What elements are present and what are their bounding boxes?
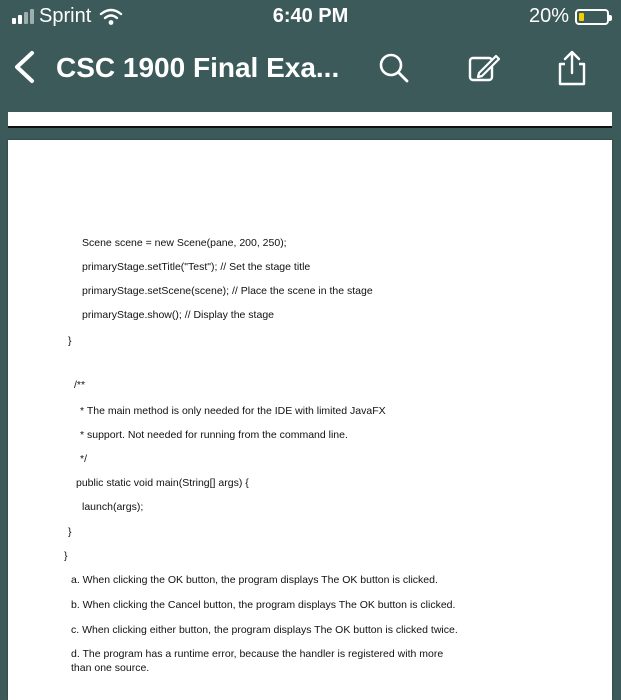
code-line: primaryStage.setScene(scene); // Place the scene in the stage <box>82 285 373 297</box>
code-line: primaryStage.show(); // Display the stage <box>82 309 274 321</box>
search-icon[interactable] <box>374 48 414 88</box>
code-line: * support. Not needed for running from the command line. <box>80 429 348 441</box>
battery-icon <box>575 9 609 25</box>
answer-option-c: c. When clicking either button, the program displays The OK button is clicked twice. <box>71 624 458 636</box>
code-line: Scene scene = new Scene(pane, 200, 250); <box>82 237 287 249</box>
edit-icon[interactable] <box>464 48 504 88</box>
document-page[interactable] <box>8 140 612 700</box>
status-right <box>529 5 609 28</box>
answer-option-d: d. The program has a runtime error, because the handler is registered with more <box>71 648 444 660</box>
answer-option-b: b. When clicking the Cancel button, the program displays The OK button is clicked. <box>71 599 456 611</box>
status-bar <box>0 0 621 34</box>
code-line: launch(args); <box>82 501 144 513</box>
code-line: } <box>68 526 72 538</box>
code-line: primaryStage.setTitle("Test"); // Set the stage title <box>82 261 311 273</box>
page-title: CSC 1900 Final Exa... <box>56 52 340 83</box>
code-line: /** <box>74 379 86 391</box>
nav-bar <box>0 34 621 100</box>
battery-percent: 20% <box>528 5 569 27</box>
code-line: */ <box>80 453 88 465</box>
answer-option-d-cont: than one source. <box>71 662 150 674</box>
battery-fill <box>579 13 584 21</box>
back-icon[interactable] <box>10 50 40 84</box>
answer-option-a: a. When clicking the OK button, the program displays The OK button is clicked. <box>71 574 438 586</box>
code-line: } <box>68 335 72 347</box>
share-icon[interactable] <box>552 48 592 88</box>
carrier-name: Sprint <box>39 5 92 27</box>
code-line: public static void main(String[] args) { <box>76 477 249 489</box>
code-line: * The main method is only needed for the IDE with limited JavaFX <box>80 405 386 417</box>
code-line: } <box>64 550 68 562</box>
previous-page-strip <box>8 112 612 128</box>
clock: 6:40 PM <box>272 5 349 27</box>
